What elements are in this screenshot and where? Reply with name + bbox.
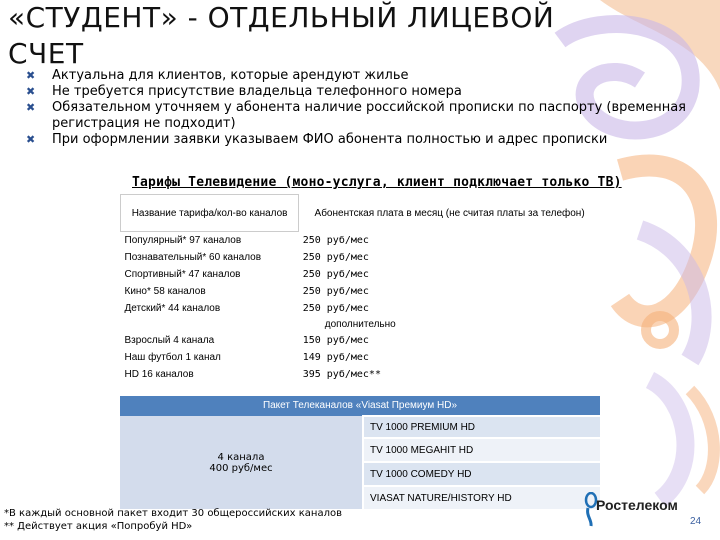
footnotes: [4, 507, 342, 533]
column-header-name: Название тарифа/кол-во каналов: [121, 195, 299, 232]
tariff-table: [120, 194, 600, 383]
channel-cell: TV 1000 COMEDY HD: [363, 462, 600, 486]
table-row: Детский* 44 каналов 250 руб/мес: [124, 303, 369, 314]
table-row: [120, 416, 600, 438]
viasat-header-row: [120, 396, 600, 416]
table-row: Взрослый 4 канала 150 руб/мес: [124, 335, 369, 346]
column-header-fee: Абонентская плата в месяц (не считая платы за телефон): [314, 207, 585, 219]
table-row: HD 16 каналов 395 руб/мес**: [124, 369, 381, 380]
viasat-price-cell: 4 канала 400 руб/мес: [120, 416, 363, 509]
table-row: Наш футбол 1 канал 149 руб/мес: [124, 352, 369, 363]
x-bullet-icon: ✖: [26, 69, 36, 82]
bullet-item: ✖ Актуальна для клиентов, которые арендуют жилье: [26, 68, 409, 83]
table-row: Популярный* 97 каналов 250 руб/мес: [124, 234, 369, 246]
table-row: Спортивный* 47 каналов 250 руб/мес: [124, 269, 369, 280]
viasat-header: Пакет Телеканалов «Viasat Премиум HD»: [120, 396, 600, 416]
x-bullet-icon: ✖: [26, 101, 36, 114]
channel-cell: TV 1000 MEGAHIT HD: [363, 438, 600, 462]
bullet-item: ✖ При оформлении заявки указываем ФИО абонента полностью и адрес прописки: [26, 132, 608, 147]
table-header-row: [121, 195, 601, 232]
footnote-2: ** Действует акция «Попробуй HD»: [4, 521, 193, 532]
table-row: Кино* 58 каналов 250 руб/мес: [124, 286, 369, 297]
channel-cell: TV 1000 PREMIUM HD: [363, 416, 600, 438]
x-bullet-icon: ✖: [26, 133, 36, 146]
x-bullet-icon: ✖: [26, 85, 36, 98]
tariff-section-title: Тарифы Телевидение (моно-услуга, клиент подключает только ТВ): [132, 175, 622, 190]
page-number: 24: [690, 516, 702, 527]
bullet-item: ✖ Обязательном уточняем у абонента наличие российской прописки по паспорту (временная регистрация не подходит): [26, 100, 686, 131]
channel-cell: VIASAT NATURE/HISTORY HD: [363, 486, 600, 509]
page-title: «СТУДЕНТ» - ОТДЕЛЬНЫЙ ЛИЦЕВОЙ СЧЕТ: [8, 1, 555, 70]
bullet-item: ✖ Не требуется присутствие владельца телефонного номера: [26, 84, 462, 99]
footnote-1: *В каждый основной пакет входит 30 общероссийских каналов: [4, 508, 343, 519]
bullet-list: [26, 68, 706, 148]
extra-section-row: дополнительно: [324, 319, 396, 330]
table-row: Познавательный* 60 каналов 250 руб/мес: [124, 252, 369, 263]
viasat-table: [120, 396, 600, 509]
logo-text: Ростелеком: [596, 497, 678, 513]
